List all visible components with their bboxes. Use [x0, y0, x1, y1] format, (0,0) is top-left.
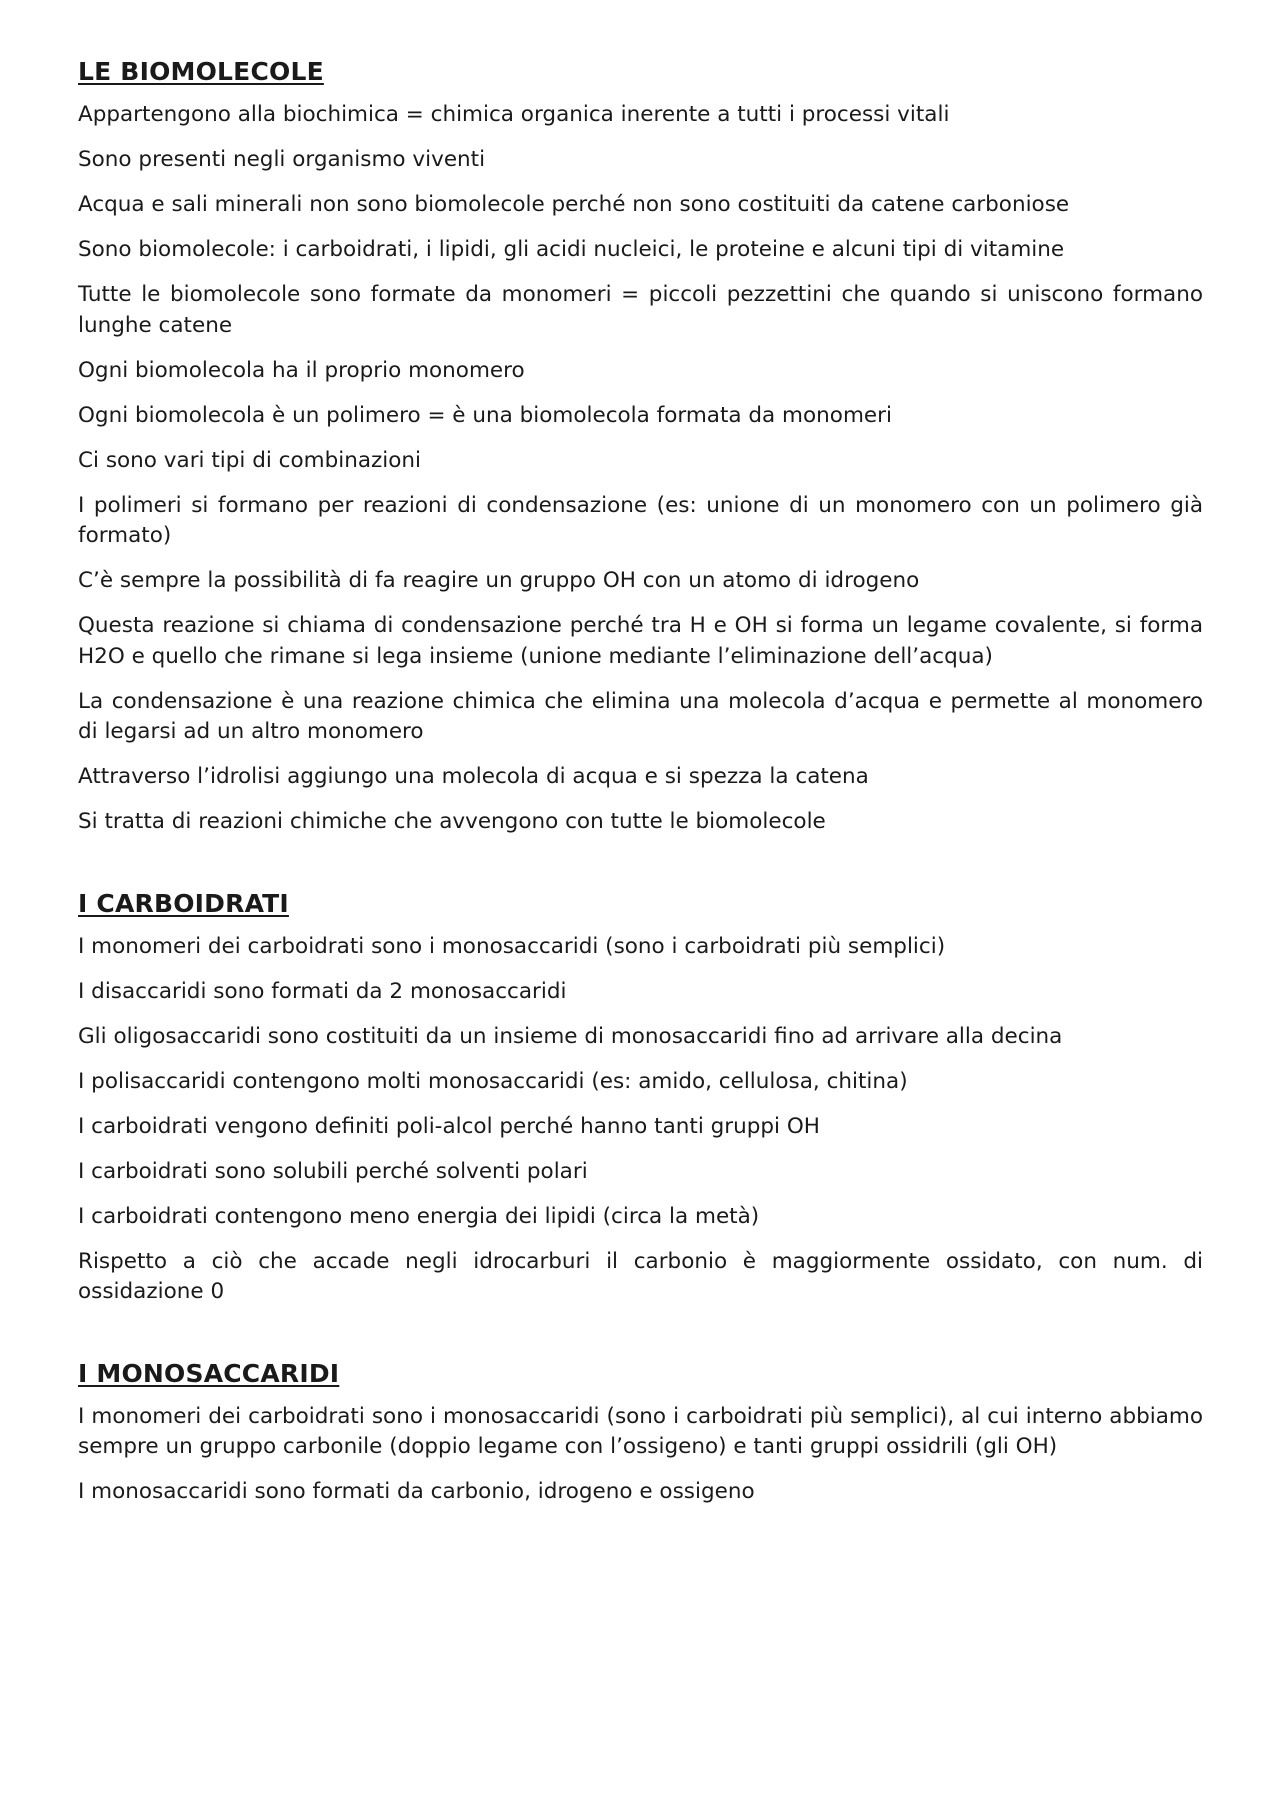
paragraph: C’è sempre la possibilità di fa reagire un gruppo OH con un atomo di idrogeno	[78, 568, 920, 593]
paragraph: I polisaccaridi contengono molti monosaccaridi (es: amido, cellulosa, chitina)	[78, 1068, 908, 1094]
section-biomolecole	[78, 56, 1203, 838]
section-title: I CARBOIDRATI	[78, 888, 289, 918]
paragraph: I monomeri dei carboidrati sono i monosaccaridi (sono i carboidrati più semplici), al cui interno abbiamo sempre un gruppo carbonile (doppio legame con l’ossigeno) e tanti gruppi ossidrili (gli OH)	[78, 1403, 1203, 1459]
paragraph: I disaccaridi sono formati da 2 monosaccaridi	[78, 978, 567, 1004]
paragraph: Questa reazione si chiama di condensazione perché tra H e OH si forma un legame covalente, si forma H2O e quello che rimane si lega insieme (unione mediante l’eliminazione dell’acqua)	[78, 613, 1203, 669]
paragraph: Ogni biomolecola ha il proprio monomero	[78, 357, 525, 383]
paragraph: I monomeri dei carboidrati sono i monosaccaridi (sono i carboidrati più semplici)	[78, 933, 946, 959]
paragraph: Ci sono vari tipi di combinazioni	[78, 447, 422, 473]
paragraph: Rispetto a ciò che accade negli idrocarburi il carbonio è maggiormente ossidato, con num. di ossidazione 0	[78, 1248, 1203, 1304]
paragraph: Acqua e sali minerali non sono biomolecole perché non sono costituiti da catene carboniose	[78, 192, 1070, 217]
paragraph: Sono presenti negli organismo viventi	[78, 147, 486, 172]
paragraph: I carboidrati vengono definiti poli-alcol perché hanno tanti gruppi OH	[78, 1113, 820, 1139]
paragraph: Gli oligosaccaridi sono costituiti da un insieme di monosaccaridi fino ad arrivare alla decina	[78, 1023, 1063, 1049]
paragraph: Attraverso l’idrolisi aggiungo una molecola di acqua e si spezza la catena	[78, 764, 869, 789]
paragraph: Sono biomolecole: i carboidrati, i lipidi, gli acidi nucleici, le proteine e alcuni tipi di vitamine	[78, 237, 1065, 262]
paragraph: Appartengono alla biochimica = chimica organica inerente a tutti i processi vitali	[78, 102, 950, 127]
paragraph: La condensazione è una reazione chimica che elimina una molecola d’acqua e permette al monomero di legarsi ad un altro monomero	[78, 688, 1203, 744]
paragraph: I carboidrati contengono meno energia dei lipidi (circa la metà)	[78, 1203, 760, 1229]
document-page	[78, 56, 1203, 1522]
section-monosaccaridi	[78, 1358, 1203, 1508]
paragraph: Si tratta di reazioni chimiche che avvengono con tutte le biomolecole	[78, 809, 826, 834]
section-title: LE BIOMOLECOLE	[78, 57, 324, 86]
paragraph: I carboidrati sono solubili perché solventi polari	[78, 1158, 588, 1184]
paragraph: Tutte le biomolecole sono formate da monomeri = piccoli pezzettini che quando si uniscono formano lunghe catene	[78, 282, 1203, 338]
paragraph: Ogni biomolecola è un polimero = è una biomolecola formata da monomeri	[78, 402, 892, 428]
paragraph: I polimeri si formano per reazioni di condensazione (es: unione di un monomero con un polimero già formato)	[78, 492, 1203, 548]
section-carboidrati	[78, 888, 1203, 1308]
paragraph: I monosaccaridi sono formati da carbonio, idrogeno e ossigeno	[78, 1479, 755, 1504]
section-title: I MONOSACCARIDI	[78, 1358, 340, 1388]
